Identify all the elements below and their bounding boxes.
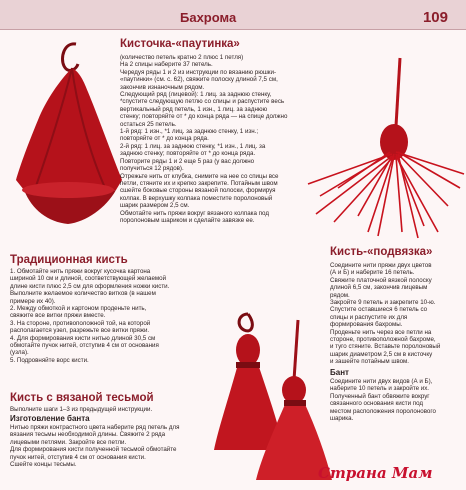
text-line: располагается узел, разрежьте все витки пряжи. <box>10 327 150 335</box>
text-line: (количество петель кратно 2 плюс 1 петля) <box>120 54 244 61</box>
text-line: пучок нитей, отступив 4 см от основания кисти. <box>10 453 146 461</box>
text-line: 1. Обмотайте нить пряжи вокруг кусочка картона <box>10 268 151 275</box>
podvyazka-bant-title: Бант <box>330 368 349 377</box>
traditional-title: Традиционная кисть <box>10 254 128 266</box>
text-line: сшейте боковые стороны вязаной полоски, формируя <box>120 187 276 195</box>
text-line: обмотайте пучок нитей, отступив 4 см от основания <box>10 342 159 350</box>
text-line: шарик размером 2,5 см. <box>120 202 190 210</box>
text-line: Следующий ряд (лицевой): 1 лиц. за заднюю стенку, <box>120 91 272 99</box>
traditional-text <box>10 268 202 364</box>
text-line: Сшейте концы тесьмы. <box>10 461 77 469</box>
text-line: поролоновым шариком и сделайте завязке ее. <box>120 216 255 224</box>
podvyazka-title: Кисть-«подвязка» <box>330 246 433 258</box>
paukinka-text <box>120 54 310 224</box>
text-line: Выполните желаемое количество витков (в нашем <box>10 290 156 298</box>
text-line: закончив изнаночным рядом. <box>120 83 205 91</box>
tesmoy-text <box>10 424 206 468</box>
site-watermark: Страна Мам <box>318 464 433 482</box>
text-line: (узла). <box>10 349 29 357</box>
text-line: Для формирования кисти полученной тесьмой обмотайте <box>10 446 177 454</box>
text-line: Проденьте нить через все петли на <box>330 328 432 336</box>
text-line: шириной 10 см и длиной, соответствующей желаемой <box>10 275 167 283</box>
text-line: Обмотайте нить пряжи вокруг вязаного колпака под <box>120 209 269 217</box>
tesmoy-intro <box>10 406 206 413</box>
text-line: (А и Б) и наберите 16 петель. <box>330 269 415 277</box>
text-line: и зашейте потайным швом. <box>330 358 409 366</box>
tesmoy-title: Кисть с вязаной тесьмой <box>10 392 154 404</box>
text-line: повторяйте от * до конца ряда. <box>120 135 209 143</box>
text-line: заднюю стенку; повторяйте от * до конца ряда. <box>120 150 256 158</box>
text-line: Свяжите платочной вязкой полоску <box>330 276 432 284</box>
photo-tesma-tassels <box>208 310 336 486</box>
tesmoy-bant-title: Изготовление банта <box>10 414 90 423</box>
podvyazka-text <box>330 262 462 366</box>
page-header <box>0 0 466 30</box>
text-line: 4. Для формирования кисти нитью длиной 30,5 см <box>10 334 156 342</box>
text-line: Спустите оставшиеся 6 петель со <box>330 306 428 314</box>
text-line: вязания тесьмы необходимой длины. Свяжите 2 ряда <box>10 431 166 439</box>
text-line: 1-й ряд: 1 изн., *1 лиц. за заднюю стенку, 1 изн.; <box>120 128 259 136</box>
text-line: Выполните шаги 1–3 из предыдущей инструкции. <box>10 406 153 413</box>
text-line: Чередуя ряды 1 и 2 из инструкции по вязанию рюшки- <box>120 68 277 76</box>
text-line: и туго стяните. Вставьте поролоновый <box>330 343 441 351</box>
text-line: длиной 6,5 см, закончив лицевым <box>330 284 428 292</box>
text-line: получиться 12 рядов). <box>120 165 184 173</box>
text-line: местом расположения поролонового <box>330 407 436 415</box>
text-line: спицы и распустите их для <box>330 313 408 321</box>
chapter-title: Бахрома <box>180 10 237 25</box>
text-line: Повторите ряды 1 и 2 еще 5 раз (у вас должно <box>120 157 255 165</box>
text-line: Соедините нити пряжи двух цветов <box>330 262 432 269</box>
text-line: На 2 спицы наберите 37 петель. <box>120 61 213 69</box>
text-line: колпак. В верхушку колпака поместите поролоновый <box>120 194 273 202</box>
text-line: связанного основания кисти под <box>330 400 424 408</box>
photo-paukinka-tassel <box>6 40 128 226</box>
text-line: петли, стяните их и крепко закрепите. Потайным швом <box>120 179 278 187</box>
text-line: 5. Подровняйте ворс кисти. <box>10 356 89 364</box>
header-divider <box>0 29 466 30</box>
text-line: 2-й ряд: 1 лиц. за заднюю стенку, *1 изн., 1 лиц. за <box>120 142 266 150</box>
text-line: 2. Между обмоткой и картоном проденьте нить, <box>10 305 147 313</box>
text-line: Нитью пряжи контрастного цвета наберите ряд петель для <box>10 424 180 431</box>
text-line: Полученный бант обвяжите вокруг <box>330 392 430 400</box>
text-line: *спустите следующую петлю со спицы и распустите весь <box>120 98 285 106</box>
text-line: свяжите все витки пряжи вместе. <box>10 312 106 320</box>
text-line: формирования бахромы. <box>330 321 403 329</box>
text-line: Соедините нити двух видов (А и Б), <box>330 378 433 385</box>
text-line: длине кисти плюс 2,5 см для оформления ножки кисти. <box>10 282 170 290</box>
text-line: вертикальный ряд петель, 1 изн., 1 лиц. за заднюю <box>120 105 268 113</box>
page-number: 109 <box>422 9 448 26</box>
text-line: шарика. <box>330 415 354 423</box>
text-line: Закройте 9 петель и закрепите 10-ю. <box>330 299 436 307</box>
paukinka-title: Кисточка-«паутинка» <box>120 38 240 50</box>
text-line: остаться 25 петель. <box>120 120 177 128</box>
text-line: шарик диаметром 2,5 см в кисточку <box>330 350 433 358</box>
text-line: Отрежьте нить от клубка, снимите на нее со спицы все <box>120 172 279 180</box>
text-line: стенку; повторяйте от * до конца ряда — на спице должно <box>120 113 288 121</box>
text-line: рядом. <box>330 291 350 299</box>
text-line: 3. На стороне, противоположной той, на которой <box>10 319 151 327</box>
text-line: «паутинки» (см. с. 62), свяжите полоску длиной 7,5 см, <box>120 76 278 84</box>
photo-podvyazka-tassel <box>298 56 466 242</box>
text-line: стороне, противоположной бахроме, <box>330 336 436 344</box>
text-line: примере их 40). <box>10 297 56 305</box>
text-line: наберите 10 петель и закройте их. <box>330 385 430 393</box>
podvyazka-bant-text <box>330 378 462 422</box>
text-line: лицевыми петлями. Закройте все петли. <box>10 438 127 446</box>
